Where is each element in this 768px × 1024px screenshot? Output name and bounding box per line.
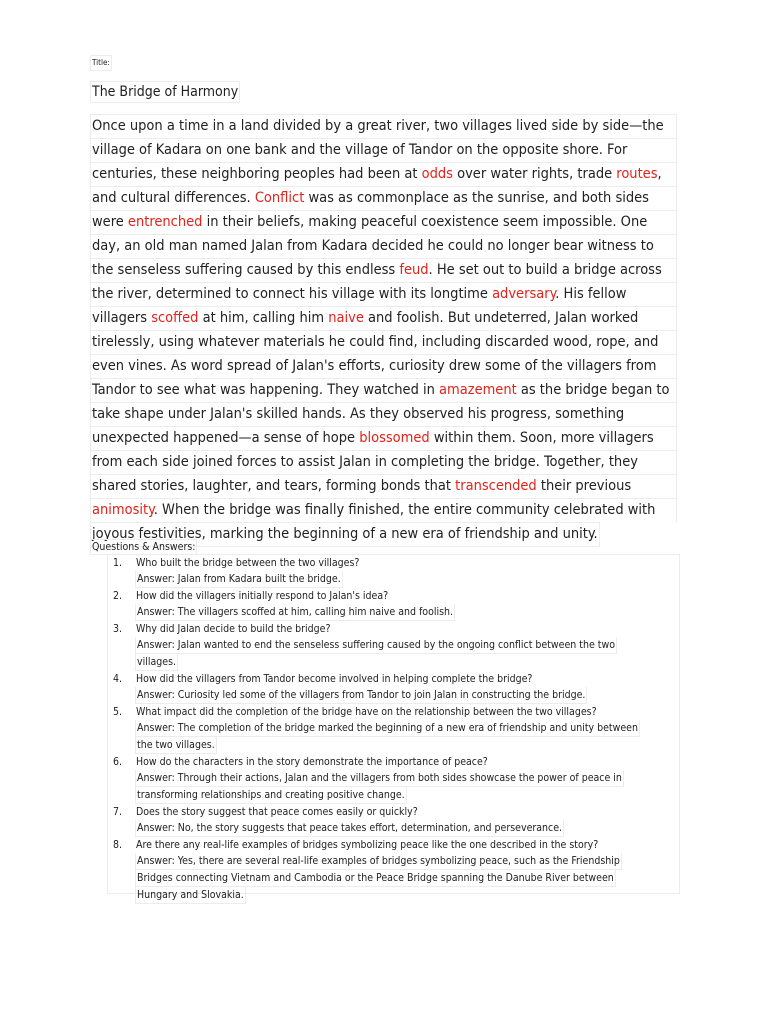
story-line bbox=[90, 258, 677, 282]
story-line bbox=[90, 474, 677, 498]
qa-number: 4. bbox=[113, 673, 123, 685]
story-text-run: over water rights, trade bbox=[452, 166, 617, 182]
highlighted-word: blossomed bbox=[359, 430, 430, 446]
story-text-run: , bbox=[657, 166, 662, 182]
story-line bbox=[90, 234, 677, 258]
answer-text: Answer: The villagers scoffed at him, calling him naive and foolish. bbox=[135, 604, 455, 621]
story-line bbox=[90, 114, 677, 138]
qa-number: 3. bbox=[113, 623, 123, 635]
story-text-run: within them. Soon, more villagers bbox=[429, 430, 654, 446]
question-text: How do the characters in the story demonstrate the importance of peace? bbox=[136, 756, 488, 768]
answer-text: the two villages. bbox=[135, 737, 217, 754]
story-line bbox=[90, 162, 677, 186]
highlighted-word: naive bbox=[328, 310, 364, 326]
story-line bbox=[90, 282, 677, 306]
story-text-run: villagers bbox=[92, 310, 152, 326]
qa-item bbox=[107, 671, 678, 704]
story-text-run: and foolish. But undeterred, Jalan worked bbox=[363, 310, 639, 326]
question-text: Why did Jalan decide to build the bridge? bbox=[136, 623, 331, 635]
story-text-run: at him, calling him bbox=[198, 310, 329, 326]
highlighted-word: transcended bbox=[455, 478, 537, 494]
story-text-run: Tandor to see what was happening. They watched in bbox=[92, 382, 440, 398]
answer-text: villages. bbox=[135, 654, 178, 671]
story-text-run: take shape under Jalan's skilled hands. As they observed his progress, something bbox=[92, 406, 625, 422]
highlighted-word: odds bbox=[421, 166, 453, 182]
answer-text: Answer: No, the story suggests that peace takes effort, determination, and perseverance. bbox=[135, 820, 564, 837]
highlighted-word: entrenched bbox=[127, 214, 203, 230]
answer-text: Bridges connecting Vietnam and Cambodia or the Peace Bridge spanning the Danube River between bbox=[135, 870, 616, 887]
answer-text: Hungary and Slovakia. bbox=[135, 887, 246, 904]
qa-list bbox=[107, 555, 678, 904]
story-line bbox=[90, 330, 677, 354]
story-line bbox=[90, 186, 677, 210]
story-line bbox=[90, 450, 677, 474]
question-text: How did the villagers initially respond to Jalan's idea? bbox=[136, 590, 389, 602]
qa-number: 6. bbox=[113, 756, 123, 768]
answer-text: Answer: Jalan from Kadara built the bridge. bbox=[135, 571, 343, 588]
story-text-run: was as commonplace as the sunrise, and both sides bbox=[304, 190, 649, 206]
qa-number: 2. bbox=[113, 590, 123, 602]
question-text: Are there any real-life examples of bridges symbolizing peace like the one described in the story? bbox=[136, 839, 599, 851]
answer-text: Answer: Jalan wanted to end the senseless suffering caused by the ongoing conflict between the two bbox=[135, 637, 617, 654]
story-text-run: the river, determined to connect his village with its longtime bbox=[92, 286, 493, 302]
highlighted-word: routes bbox=[616, 166, 658, 182]
story-line bbox=[90, 306, 677, 330]
story-line bbox=[90, 426, 677, 450]
answer-text: Answer: Through their actions, Jalan and the villagers from both sides showcase the power of peace in bbox=[135, 770, 624, 787]
question-text: How did the villagers from Tandor become involved in helping complete the bridge? bbox=[136, 673, 533, 685]
highlighted-word: feud bbox=[399, 262, 429, 278]
qa-item bbox=[107, 837, 678, 904]
story-text bbox=[90, 114, 677, 547]
story-text-run: centuries, these neighboring peoples had been at bbox=[92, 166, 422, 182]
story-text-run: the senseless suffering caused by this endless bbox=[92, 262, 400, 278]
qa-item bbox=[107, 555, 678, 588]
story-text-run: . He set out to build a bridge across bbox=[428, 262, 662, 278]
highlighted-word: adversary bbox=[492, 286, 556, 302]
question-text: Who built the bridge between the two villages? bbox=[136, 557, 360, 569]
story-text-run: day, an old man named Jalan from Kadara decided he could no longer bear witness to bbox=[92, 238, 654, 254]
qa-number: 8. bbox=[113, 839, 123, 851]
story-text-run: as the bridge began to bbox=[516, 382, 670, 398]
story-text-run: unexpected happened—a sense of hope bbox=[92, 430, 360, 446]
story-text-run: in their beliefs, making peaceful coexistence seem impossible. One bbox=[202, 214, 648, 230]
qa-number: 7. bbox=[113, 806, 123, 818]
answer-text: transforming relationships and creating positive change. bbox=[135, 787, 407, 804]
qa-item bbox=[107, 804, 678, 837]
qa-item bbox=[107, 588, 678, 621]
story-line bbox=[90, 498, 677, 522]
qa-number: 1. bbox=[113, 557, 123, 569]
story-line bbox=[90, 354, 677, 378]
answer-text: Answer: The completion of the bridge marked the beginning of a new era of friendship and unity between bbox=[135, 720, 640, 737]
story-line bbox=[90, 138, 677, 162]
story-text-run: . When the bridge was finally finished, the entire community celebrated with bbox=[153, 502, 656, 518]
highlighted-word: amazement bbox=[439, 382, 517, 398]
highlighted-word: Conflict bbox=[254, 190, 305, 206]
story-text-run: shared stories, laughter, and tears, forming bonds that bbox=[92, 478, 456, 494]
qa-number: 5. bbox=[113, 706, 123, 718]
story-text-run: even vines. As word spread of Jalan's efforts, curiosity drew some of the villagers from bbox=[92, 358, 657, 374]
qa-item bbox=[107, 704, 678, 754]
story-line bbox=[90, 402, 677, 426]
story-text-run: village of Kadara on one bank and the village of Tandor on the opposite shore. For bbox=[92, 142, 628, 158]
story-text-run: from each side joined forces to assist Jalan in completing the bridge. Together, they bbox=[92, 454, 638, 470]
title-label: Title: bbox=[90, 55, 112, 71]
story-text-run: . His fellow bbox=[555, 286, 627, 302]
story-text-run: their previous bbox=[536, 478, 632, 494]
highlighted-word: scoffed bbox=[151, 310, 199, 326]
qa-item bbox=[107, 621, 678, 671]
story-text-run: tirelessly, using whatever materials he could find, including discarded wood, rope, and bbox=[92, 334, 659, 350]
story-line bbox=[90, 210, 677, 234]
qa-item bbox=[107, 754, 678, 804]
story-text-run: and cultural differences. bbox=[92, 190, 255, 206]
highlighted-word: animosity bbox=[92, 502, 154, 518]
story-text-run: were bbox=[92, 214, 128, 230]
question-text: What impact did the completion of the bridge have on the relationship between the two villages? bbox=[136, 706, 597, 718]
document-title: The Bridge of Harmony bbox=[90, 81, 240, 103]
story-text-run: joyous festivities, marking the beginning of a new era of friendship and unity. bbox=[92, 526, 598, 542]
answer-text: Answer: Yes, there are several real-life examples of bridges symbolizing peace, such as the Friendship bbox=[135, 853, 622, 870]
story-text-run: Once upon a time in a land divided by a great river, two villages lived side by side—the bbox=[92, 118, 664, 134]
story-line bbox=[90, 378, 677, 402]
qa-label: Questions & Answers: bbox=[92, 541, 196, 553]
question-text: Does the story suggest that peace comes easily or quickly? bbox=[136, 806, 418, 818]
answer-text: Answer: Curiosity led some of the villagers from Tandor to join Jalan in constructing the bridge. bbox=[135, 687, 587, 704]
